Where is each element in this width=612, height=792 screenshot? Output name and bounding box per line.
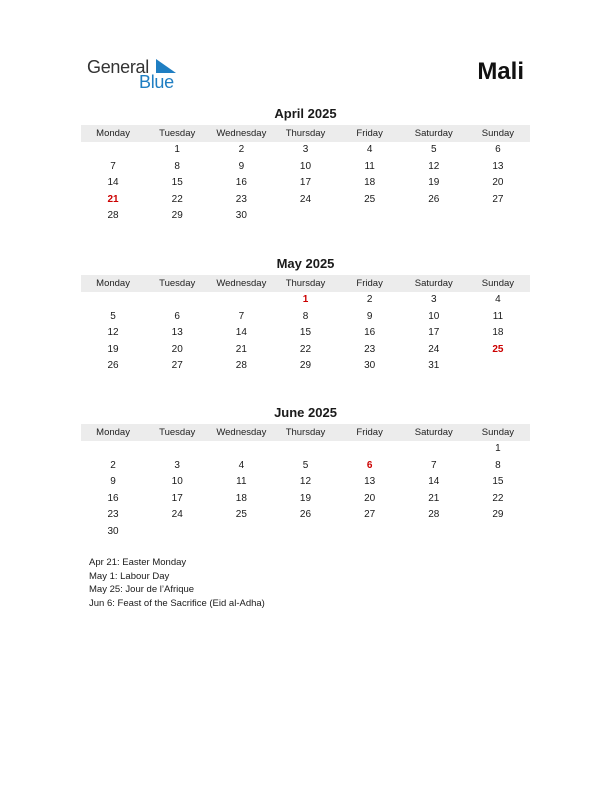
- day-cell: 29: [299, 360, 312, 372]
- day-cell: 15: [492, 476, 504, 488]
- day-cell: 7: [110, 160, 116, 172]
- day-cell: 20: [171, 343, 183, 355]
- empty-day-cell: [466, 208, 530, 225]
- weekday-label: Tuesday: [159, 427, 196, 438]
- day-cell: 28: [235, 360, 247, 372]
- day-cell: 11: [236, 476, 247, 488]
- weekday-label: Sunday: [481, 278, 515, 289]
- empty-day-cell: [338, 441, 402, 458]
- weekday-label: Monday: [96, 427, 130, 438]
- day-cell: 3: [430, 294, 437, 305]
- weekday-label: Tuesday: [159, 128, 196, 139]
- empty-day-cell: [273, 208, 337, 225]
- day-cell: 16: [107, 492, 119, 504]
- day-cell: 14: [107, 177, 119, 189]
- weekday-label: Thursday: [285, 278, 326, 289]
- day-cell: 17: [171, 492, 183, 504]
- day-cell: 23: [107, 509, 119, 521]
- holiday-day-cell: 21: [107, 193, 119, 205]
- day-cell: 4: [238, 459, 245, 471]
- day-cell: 22: [299, 343, 312, 355]
- empty-day-cell: [466, 358, 530, 375]
- day-cell: 5: [110, 310, 116, 322]
- weekday-header-row: [81, 424, 530, 441]
- weekday-label: Friday: [356, 427, 383, 438]
- empty-day-cell: [145, 524, 209, 541]
- day-cell: 19: [299, 492, 312, 504]
- empty-day-cell: [81, 441, 145, 458]
- empty-day-cell: [402, 208, 466, 225]
- week-row: [81, 342, 530, 359]
- day-cell: 1: [495, 443, 501, 454]
- empty-day-cell: [209, 292, 273, 309]
- day-cell: 6: [495, 144, 501, 155]
- holiday-note: Apr 21: Easter Monday: [89, 557, 187, 568]
- week-row: [81, 441, 530, 458]
- weekday-label: Tuesday: [159, 278, 196, 289]
- generalblue-logo: [87, 57, 187, 93]
- empty-day-cell: [338, 524, 402, 541]
- logo-triangle-icon: [156, 59, 176, 73]
- day-cell: 11: [492, 310, 504, 322]
- weekday-label: Wednesday: [216, 278, 267, 289]
- empty-day-cell: [209, 441, 273, 458]
- day-cell: 27: [364, 509, 376, 521]
- day-cell: 14: [428, 476, 440, 488]
- weekday-label: Monday: [96, 128, 130, 139]
- day-cell: 13: [171, 327, 183, 339]
- day-cell: 26: [428, 193, 440, 205]
- weekday-label: Wednesday: [216, 128, 267, 139]
- month-calendar-june: [81, 405, 530, 541]
- weekday-header-row: [81, 275, 530, 292]
- weekday-label: Monday: [96, 278, 130, 289]
- day-cell: 16: [235, 177, 247, 189]
- month-title: April 2025: [274, 106, 337, 121]
- day-cell: 29: [171, 210, 183, 222]
- week-row: [81, 358, 530, 375]
- week-row: [81, 192, 530, 209]
- day-cell: 24: [171, 509, 183, 521]
- day-cell: 20: [364, 492, 376, 504]
- logo-general-text: General: [87, 57, 149, 77]
- empty-day-cell: [338, 208, 402, 225]
- week-row: [81, 292, 530, 309]
- day-cell: 25: [235, 509, 247, 521]
- day-cell: 9: [366, 310, 373, 322]
- day-cell: 8: [302, 310, 309, 322]
- weekday-label: Sunday: [481, 128, 515, 139]
- day-cell: 22: [492, 492, 504, 504]
- weekday-label: Saturday: [414, 128, 453, 139]
- holiday-day-cell: 6: [366, 459, 373, 471]
- day-cell: 2: [110, 459, 116, 471]
- day-cell: 30: [235, 210, 247, 222]
- day-cell: 29: [492, 509, 504, 521]
- day-cell: 15: [171, 177, 183, 189]
- day-cell: 18: [492, 327, 504, 339]
- empty-day-cell: [273, 441, 337, 458]
- day-cell: 7: [238, 310, 245, 322]
- day-cell: 19: [107, 343, 119, 355]
- day-cell: 16: [364, 327, 376, 339]
- day-cell: 30: [107, 525, 119, 537]
- day-cell: 3: [174, 459, 180, 471]
- holiday-day-cell: 1: [302, 294, 309, 305]
- day-cell: 7: [430, 459, 437, 471]
- weekday-label: Friday: [356, 278, 383, 289]
- weekday-label: Thursday: [285, 128, 326, 139]
- day-cell: 28: [107, 210, 119, 222]
- day-cell: 8: [495, 459, 501, 471]
- weekday-label: Sunday: [481, 427, 515, 438]
- day-cell: 2: [238, 144, 245, 155]
- day-cell: 1: [174, 144, 180, 155]
- weekday-label: Friday: [356, 128, 383, 139]
- day-cell: 12: [107, 327, 119, 339]
- day-cell: 24: [428, 343, 440, 355]
- day-cell: 20: [492, 177, 504, 189]
- empty-day-cell: [402, 441, 466, 458]
- day-cell: 19: [428, 177, 440, 189]
- day-cell: 12: [428, 160, 440, 172]
- empty-day-cell: [273, 524, 337, 541]
- day-cell: 31: [428, 360, 440, 372]
- week-row: [81, 491, 530, 508]
- day-cell: 4: [366, 144, 373, 155]
- day-cell: 27: [171, 360, 183, 372]
- week-row: [81, 208, 530, 225]
- day-cell: 17: [299, 177, 312, 189]
- weekday-header-row: [81, 125, 530, 142]
- holiday-notes: [89, 556, 265, 610]
- day-cell: 28: [428, 509, 440, 521]
- empty-day-cell: [81, 142, 145, 159]
- day-cell: 5: [430, 144, 437, 155]
- day-cell: 21: [235, 343, 247, 355]
- day-cell: 17: [428, 327, 440, 339]
- week-row: [81, 474, 530, 491]
- weekday-label: Wednesday: [216, 427, 267, 438]
- week-row: [81, 159, 530, 176]
- day-cell: 10: [428, 310, 440, 322]
- day-cell: 23: [364, 343, 376, 355]
- week-row: [81, 325, 530, 342]
- day-cell: 9: [238, 160, 245, 172]
- day-cell: 12: [299, 476, 312, 488]
- empty-day-cell: [145, 441, 209, 458]
- day-cell: 30: [364, 360, 376, 372]
- month-calendar-may: [81, 256, 530, 375]
- week-row: [81, 507, 530, 524]
- day-cell: 27: [492, 193, 504, 205]
- weekday-label: Thursday: [285, 427, 326, 438]
- month-calendar-april: [81, 106, 530, 225]
- weekday-label: Saturday: [414, 427, 453, 438]
- day-cell: 9: [110, 476, 116, 488]
- weekday-label: Saturday: [414, 278, 453, 289]
- day-cell: 5: [302, 459, 309, 471]
- day-cell: 2: [366, 294, 373, 305]
- month-title: June 2025: [274, 405, 337, 420]
- day-cell: 14: [235, 327, 247, 339]
- day-cell: 6: [174, 310, 180, 322]
- day-cell: 26: [107, 360, 119, 372]
- day-cell: 4: [495, 294, 501, 305]
- week-row: [81, 524, 530, 541]
- day-cell: 13: [492, 160, 504, 172]
- holiday-note: May 1: Labour Day: [89, 570, 170, 582]
- holiday-day-cell: 25: [492, 343, 504, 355]
- day-cell: 15: [299, 327, 312, 339]
- month-title: May 2025: [276, 256, 335, 271]
- day-cell: 3: [302, 144, 309, 155]
- day-cell: 26: [299, 509, 312, 521]
- week-row: [81, 309, 530, 326]
- empty-day-cell: [209, 524, 273, 541]
- day-cell: 10: [299, 160, 312, 172]
- day-cell: 10: [171, 476, 183, 488]
- day-cell: 18: [364, 177, 376, 189]
- week-row: [81, 175, 530, 192]
- day-cell: 25: [364, 193, 376, 205]
- day-cell: 23: [235, 193, 247, 205]
- day-cell: 8: [174, 160, 180, 172]
- day-cell: 11: [364, 160, 375, 172]
- day-cell: 21: [428, 492, 440, 504]
- empty-day-cell: [402, 524, 466, 541]
- holiday-note: Jun 6: Feast of the Sacrifice (Eid al-Adha): [89, 597, 265, 609]
- week-row: [81, 142, 530, 159]
- country-title: Mali: [477, 58, 524, 85]
- empty-day-cell: [145, 292, 209, 309]
- day-cell: 22: [171, 193, 183, 205]
- logo-blue-text: Blue: [139, 72, 174, 92]
- day-cell: 18: [235, 492, 247, 504]
- empty-day-cell: [466, 524, 530, 541]
- holiday-note: May 25: Jour de l’Afrique: [89, 584, 195, 595]
- week-row: [81, 458, 530, 475]
- day-cell: 24: [299, 193, 312, 205]
- day-cell: 13: [364, 476, 376, 488]
- empty-day-cell: [81, 292, 145, 309]
